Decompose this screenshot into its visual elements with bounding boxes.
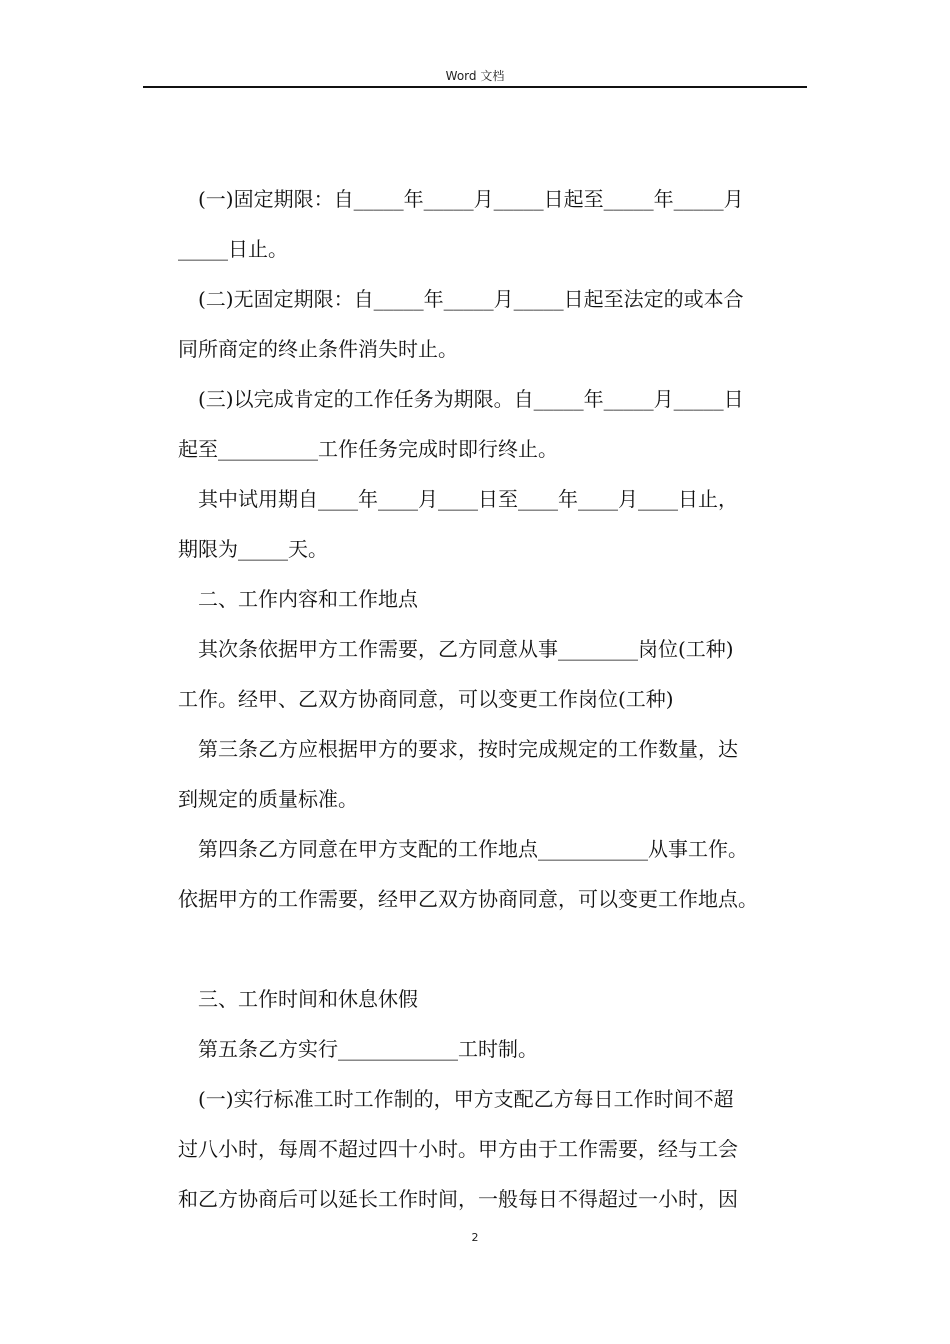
paragraph-line: 第三条乙方应根据甲方的要求，按时完成规定的工作数量，达 [198, 737, 738, 761]
paragraph-line: 同所商定的终止条件消失时止。 [178, 337, 458, 361]
document-header: Word 文档 [445, 69, 505, 83]
paragraph-line: 其次条依据甲方工作需要，乙方同意从事________岗位(工种) [198, 637, 734, 661]
paragraph-line: (二)无固定期限：自_____年_____月_____日起至法定的或本合 [198, 287, 744, 311]
paragraph-line: (一)固定期限：自_____年_____月_____日起至_____年_____月 [198, 187, 744, 211]
paragraph-line: _____日止。 [178, 237, 288, 261]
paragraph-line: 第四条乙方同意在甲方支配的工作地点___________从事工作。 [198, 837, 748, 861]
paragraph-line: 期限为_____天。 [178, 537, 328, 561]
paragraph-line: 过八小时，每周不超过四十小时。甲方由于工作需要，经与工会 [178, 1137, 738, 1161]
paragraph-line: 依据甲方的工作需要，经甲乙双方协商同意，可以变更工作地点。 [178, 887, 758, 911]
paragraph-line: (一)实行标准工时工作制的，甲方支配乙方每日工作时间不超 [198, 1087, 734, 1111]
paragraph-line: 第五条乙方实行____________工时制。 [198, 1037, 538, 1061]
header-divider [143, 86, 807, 88]
section-heading: 三、工作时间和休息休假 [198, 987, 418, 1011]
paragraph-line: 和乙方协商后可以延长工作时间，一般每日不得超过一小时，因 [178, 1187, 738, 1211]
page-number: 2 [471, 1231, 479, 1244]
section-heading: 二、工作内容和工作地点 [198, 587, 418, 611]
paragraph-line: 起至__________工作任务完成时即行终止。 [178, 437, 558, 461]
paragraph-line: (三)以完成肯定的工作任务为期限。自_____年_____月_____日 [198, 387, 744, 411]
paragraph-line: 工作。经甲、乙双方协商同意，可以变更工作岗位(工种) [178, 687, 674, 711]
paragraph-line: 其中试用期自____年____月____日至____年____月____日止， [198, 487, 738, 511]
paragraph-line: 到规定的质量标准。 [178, 787, 358, 811]
